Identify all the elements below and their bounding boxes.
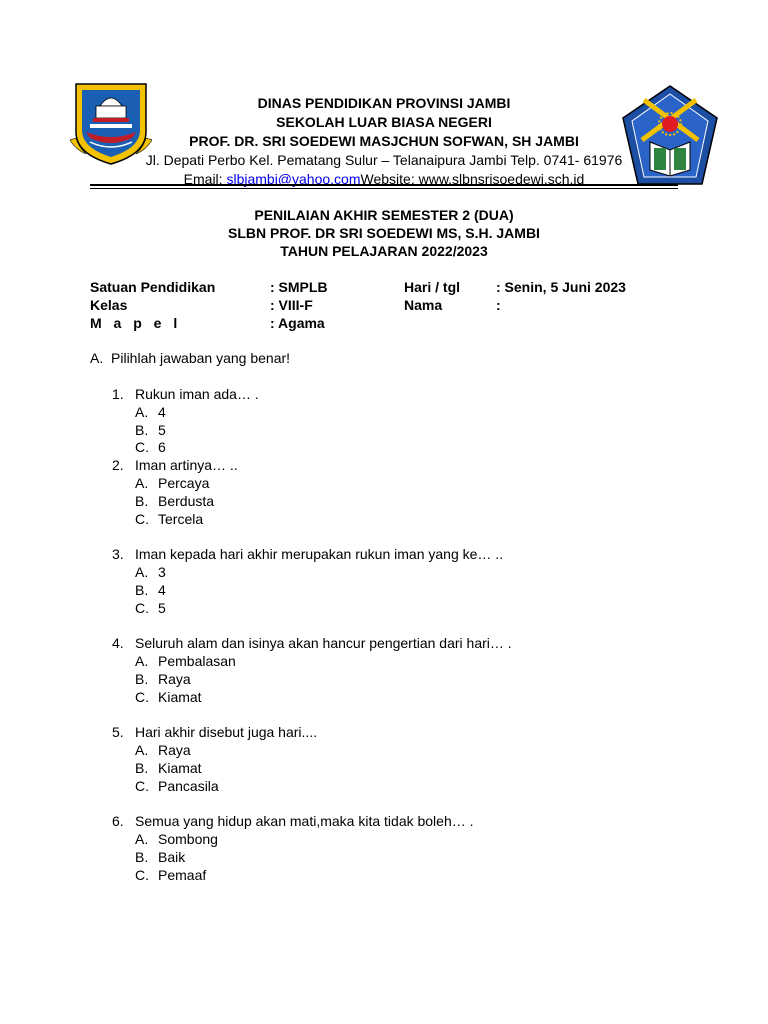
- option-text: 4: [158, 403, 166, 420]
- satuan-value: : SMPLB: [270, 279, 328, 295]
- question-number: 6.: [112, 813, 124, 830]
- option-letter: A.: [135, 741, 149, 758]
- school-type: SEKOLAH LUAR BIASA NEGERI: [276, 114, 492, 130]
- option-letter: C.: [135, 439, 149, 456]
- question-list: [0, 386, 768, 884]
- exam-info: [90, 278, 690, 332]
- contact-line: [90, 170, 678, 189]
- exam-year: TAHUN PELAJARAN 2022/2023: [280, 243, 488, 259]
- option: [0, 475, 768, 493]
- question-text: Hari akhir disebut juga hari....: [135, 724, 318, 741]
- option-letter: B.: [135, 492, 149, 509]
- option: [0, 689, 768, 707]
- school-address: Jl. Depati Perbo Kel. Pematang Sulur – Telanaipura Jambi Telp. 0741- 61976: [145, 152, 623, 168]
- mapel-value: : Agama: [270, 315, 325, 331]
- option: [0, 671, 768, 689]
- option-letter: C.: [135, 688, 149, 705]
- question-text: Rukun iman ada… .: [135, 386, 259, 402]
- option-text: Raya: [158, 741, 191, 758]
- exam-school: SLBN PROF. DR SRI SOEDEWI MS, S.H. JAMBI: [228, 225, 540, 241]
- info-row-satuan: [90, 278, 690, 296]
- option: [0, 439, 768, 457]
- option-text: 5: [158, 421, 166, 438]
- question-4: [0, 635, 768, 706]
- kelas-label: Kelas: [90, 297, 128, 313]
- option: [0, 493, 768, 511]
- option: [0, 867, 768, 885]
- option-text: Berdusta: [158, 492, 215, 509]
- option-letter: B.: [135, 581, 149, 598]
- option: [0, 564, 768, 582]
- question-6: [0, 813, 768, 884]
- option-text: Baik: [158, 848, 186, 865]
- mapel-label: M a p e l: [90, 315, 182, 331]
- section-a: [90, 349, 290, 367]
- option: [0, 760, 768, 778]
- exam-title: PENILAIAN AKHIR SEMESTER 2 (DUA): [254, 207, 514, 223]
- info-row-mapel: [90, 314, 690, 332]
- exam-title-block: [90, 206, 678, 260]
- option-text: Percaya: [158, 474, 210, 491]
- option-letter: A.: [135, 830, 149, 847]
- option-letter: C.: [135, 510, 149, 527]
- nama-value: :: [496, 297, 501, 313]
- question-number: 4.: [112, 635, 124, 652]
- school-name: PROF. DR. SRI SOEDEWI MASJCHUN SOFWAN, SH JAMBI: [189, 133, 579, 149]
- question-2: [0, 457, 768, 528]
- option: [0, 600, 768, 618]
- email-label: Email:: [183, 171, 227, 187]
- option-letter: C.: [135, 866, 149, 883]
- option-letter: B.: [135, 759, 149, 776]
- nama-label: Nama: [404, 297, 443, 313]
- kelas-value: : VIII-F: [270, 297, 313, 313]
- hari-label: Hari / tgl: [404, 279, 461, 295]
- hari-value: : Senin, 5 Juni 2023: [496, 279, 626, 295]
- question-5: [0, 724, 768, 795]
- question-number: 3.: [112, 546, 124, 563]
- question-1: [0, 386, 768, 457]
- option-letter: C.: [135, 777, 149, 794]
- question-text: Iman kepada hari akhir merupakan rukun iman yang ke… ..: [135, 546, 504, 563]
- option-text: Kiamat: [158, 759, 202, 776]
- letterhead-rule: [90, 184, 678, 186]
- question-number: 1.: [112, 386, 124, 402]
- option: [0, 742, 768, 760]
- website-text: Website: www.slbnsrisoedewi.sch.id: [360, 171, 585, 187]
- option-letter: A.: [135, 652, 149, 669]
- option: [0, 582, 768, 600]
- option-letter: B.: [135, 670, 149, 687]
- info-row-kelas: [90, 296, 690, 314]
- option-text: Pembalasan: [158, 652, 236, 669]
- section-instruction: Pilihlah jawaban yang benar!: [111, 350, 291, 366]
- option-letter: C.: [135, 599, 149, 616]
- option-text: Raya: [158, 670, 191, 687]
- option-text: 3: [158, 563, 166, 580]
- option-text: 5: [158, 599, 166, 616]
- question-number: 2.: [112, 457, 124, 474]
- option-letter: A.: [135, 563, 149, 580]
- question-number: 5.: [112, 724, 124, 741]
- agency-name: DINAS PENDIDIKAN PROVINSI JAMBI: [257, 95, 511, 111]
- option: [0, 653, 768, 671]
- option-letter: A.: [135, 403, 149, 420]
- section-letter: A.: [90, 350, 104, 366]
- option-text: Sombong: [158, 830, 218, 847]
- letterhead-rule-thin: [90, 188, 678, 189]
- option: [0, 831, 768, 849]
- option-text: Tercela: [158, 510, 204, 527]
- option-letter: B.: [135, 421, 149, 438]
- letterhead: [90, 94, 678, 189]
- question-text: Seluruh alam dan isinya akan hancur pengertian dari hari… .: [135, 635, 512, 652]
- question-text: Semua yang hidup akan mati,maka kita tidak boleh… .: [135, 813, 474, 830]
- option-text: Pancasila: [158, 777, 219, 794]
- satuan-label: Satuan Pendidikan: [90, 279, 216, 295]
- option: [0, 404, 768, 422]
- option-text: 4: [158, 581, 166, 598]
- option: [0, 849, 768, 867]
- question-text: Iman artinya… ..: [135, 457, 238, 474]
- option-text: 6: [158, 439, 166, 456]
- question-3: [0, 546, 768, 617]
- option-text: Kiamat: [158, 688, 202, 705]
- option: [0, 778, 768, 796]
- option-letter: A.: [135, 474, 149, 491]
- option: [0, 511, 768, 529]
- option-text: Pemaaf: [158, 866, 207, 883]
- email-link[interactable]: slbjambi@yahoo.com: [226, 171, 361, 187]
- option: [0, 422, 768, 440]
- option-letter: B.: [135, 848, 149, 865]
